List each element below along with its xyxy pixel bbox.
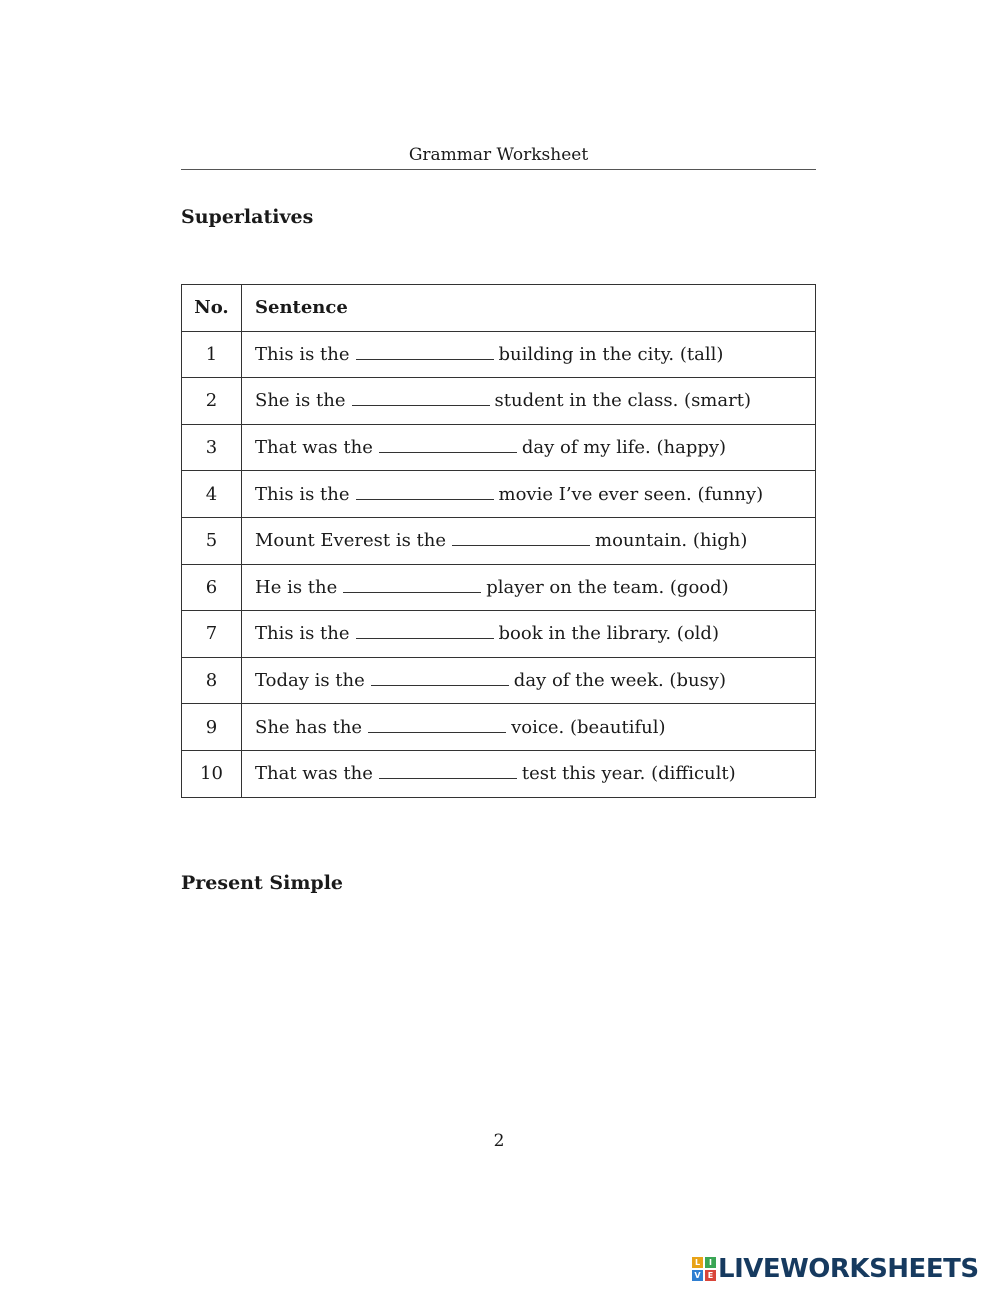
row-number: 4 (182, 471, 242, 518)
logo-mark-square: E (705, 1270, 716, 1281)
row-number: 1 (182, 331, 242, 378)
sentence-start: This is the (255, 623, 350, 645)
sentence-end: student in the class. (smart) (494, 390, 751, 412)
logo-text: LIVEWORKSHEETS (718, 1254, 979, 1284)
row-sentence (242, 564, 816, 611)
row-number: 5 (182, 517, 242, 564)
row-sentence (242, 611, 816, 658)
sentence-end: player on the team. (good) (486, 576, 729, 598)
sentence-start: That was the (255, 763, 373, 785)
answer-blank[interactable] (379, 763, 517, 779)
answer-blank[interactable] (368, 717, 506, 733)
sentence-end: movie I’ve ever seen. (funny) (498, 483, 764, 505)
answer-blank[interactable] (343, 577, 481, 593)
answer-blank[interactable] (371, 670, 509, 686)
sentence-end: mountain. (high) (595, 530, 748, 552)
page-header (181, 143, 816, 170)
logo-mark-square: I (705, 1257, 716, 1268)
table-row (182, 517, 816, 564)
sentence-start: That was the (255, 437, 373, 459)
page-header-title: Grammar Worksheet (408, 145, 589, 165)
table-row (182, 378, 816, 425)
row-number: 7 (182, 611, 242, 658)
row-sentence (242, 378, 816, 425)
section-title-present-simple: Present Simple (181, 872, 344, 894)
table-row (182, 704, 816, 751)
answer-blank[interactable] (356, 623, 494, 639)
row-sentence (242, 471, 816, 518)
column-header-no: No. (182, 285, 242, 332)
sentence-start: She has the (255, 716, 363, 738)
sentence-start: He is the (255, 576, 338, 598)
row-number: 2 (182, 378, 242, 425)
logo-mark-square: L (692, 1257, 703, 1268)
answer-blank[interactable] (452, 530, 590, 546)
sentence-end: day of my life. (happy) (521, 437, 727, 459)
answer-blank[interactable] (379, 437, 517, 453)
sentence-start: She is the (255, 390, 346, 412)
row-sentence (242, 331, 816, 378)
answer-blank[interactable] (352, 390, 490, 406)
sentence-end: voice. (beautiful) (511, 716, 666, 738)
answer-blank[interactable] (356, 484, 494, 500)
answer-blank[interactable] (356, 344, 494, 360)
table-row (182, 331, 816, 378)
section-title-superlatives: Superlatives (181, 206, 314, 228)
table-row (182, 564, 816, 611)
logo-mark-square: V (692, 1270, 703, 1281)
sentence-start: Today is the (255, 670, 365, 692)
sentence-end: day of the week. (busy) (513, 670, 726, 692)
row-number: 9 (182, 704, 242, 751)
row-sentence (242, 424, 816, 471)
table-row (182, 424, 816, 471)
liveworksheets-logo (692, 1253, 979, 1285)
sentence-start: Mount Everest is the (255, 530, 447, 552)
row-sentence (242, 704, 816, 751)
sentence-start: This is the (255, 483, 350, 505)
sentence-end: building in the city. (tall) (498, 343, 724, 365)
table-header-row (182, 285, 816, 332)
table-row (182, 657, 816, 704)
page-number: 2 (493, 1131, 505, 1151)
table-row (182, 471, 816, 518)
row-number: 10 (182, 750, 242, 797)
row-number: 6 (182, 564, 242, 611)
table-body (182, 331, 816, 797)
superlatives-table (181, 284, 816, 798)
column-header-sentence: Sentence (242, 285, 816, 332)
row-number: 8 (182, 657, 242, 704)
row-number: 3 (182, 424, 242, 471)
sentence-end: test this year. (difficult) (521, 763, 736, 785)
row-sentence (242, 750, 816, 797)
sentence-start: This is the (255, 343, 350, 365)
table-row (182, 750, 816, 797)
table-row (182, 611, 816, 658)
row-sentence (242, 517, 816, 564)
row-sentence (242, 657, 816, 704)
logo-mark-icon (692, 1257, 716, 1281)
sentence-end: book in the library. (old) (498, 623, 719, 645)
